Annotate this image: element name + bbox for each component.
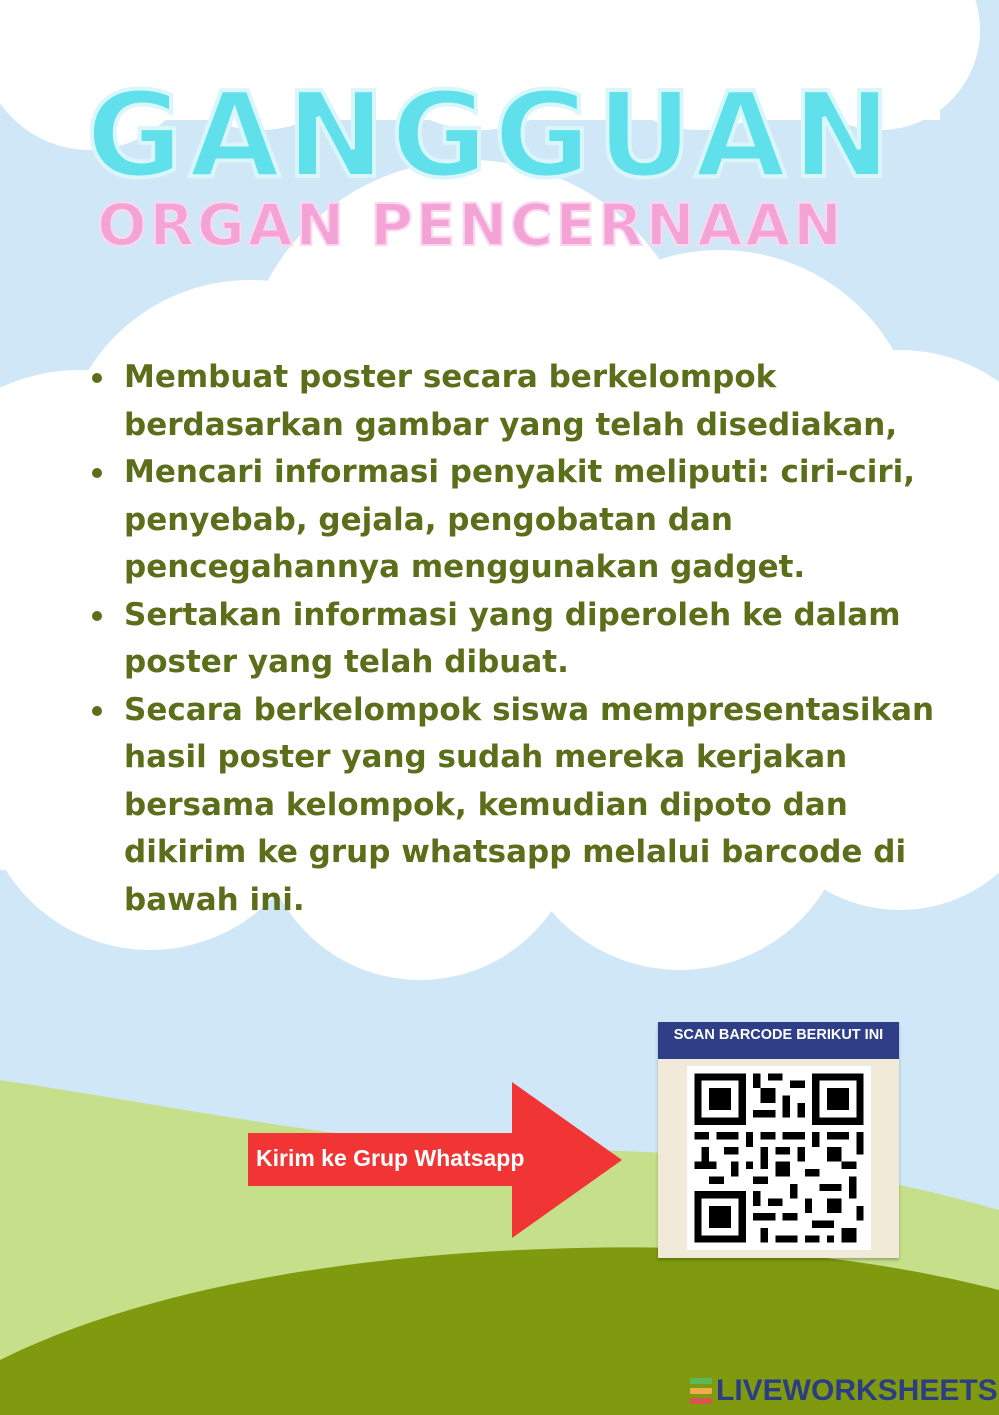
liveworksheets-text: LIVEWORKSHEETS: [716, 1374, 998, 1407]
liveworksheets-logo[interactable]: [690, 1374, 998, 1408]
instruction-list: [86, 354, 954, 924]
title-line-2: ORGAN PENCERNAAN: [97, 191, 845, 259]
instruction-item-3: Sertakan informasi yang diperoleh ke dalam poster yang telah dibuat.: [124, 592, 954, 687]
qr-header: SCAN BARCODE BERIKUT INI: [658, 1022, 899, 1059]
instruction-item-4: Secara berkelompok siswa mempresentasikan hasil poster yang sudah mereka kerjakan bersama kelompok, kemudian dipoto dan dikirim ke grup whatsapp melalui barcode di bawah ini.: [124, 687, 954, 925]
liveworksheets-icon: [690, 1378, 712, 1404]
title-line-1: GANGGUAN: [86, 66, 897, 204]
instruction-item-1: Membuat poster secara berkelompok berdasarkan gambar yang telah disediakan,: [124, 354, 954, 449]
arrow-label: Kirim ke Grup Whatsapp: [256, 1145, 525, 1171]
qr-code-icon[interactable]: [687, 1066, 871, 1250]
instruction-item-2: Mencari informasi penyakit meliputi: ciri-ciri, penyebab, gejala, pengobatan dan pencegahannya menggunakan gadget.: [124, 449, 954, 592]
qr-card[interactable]: [658, 1022, 899, 1258]
